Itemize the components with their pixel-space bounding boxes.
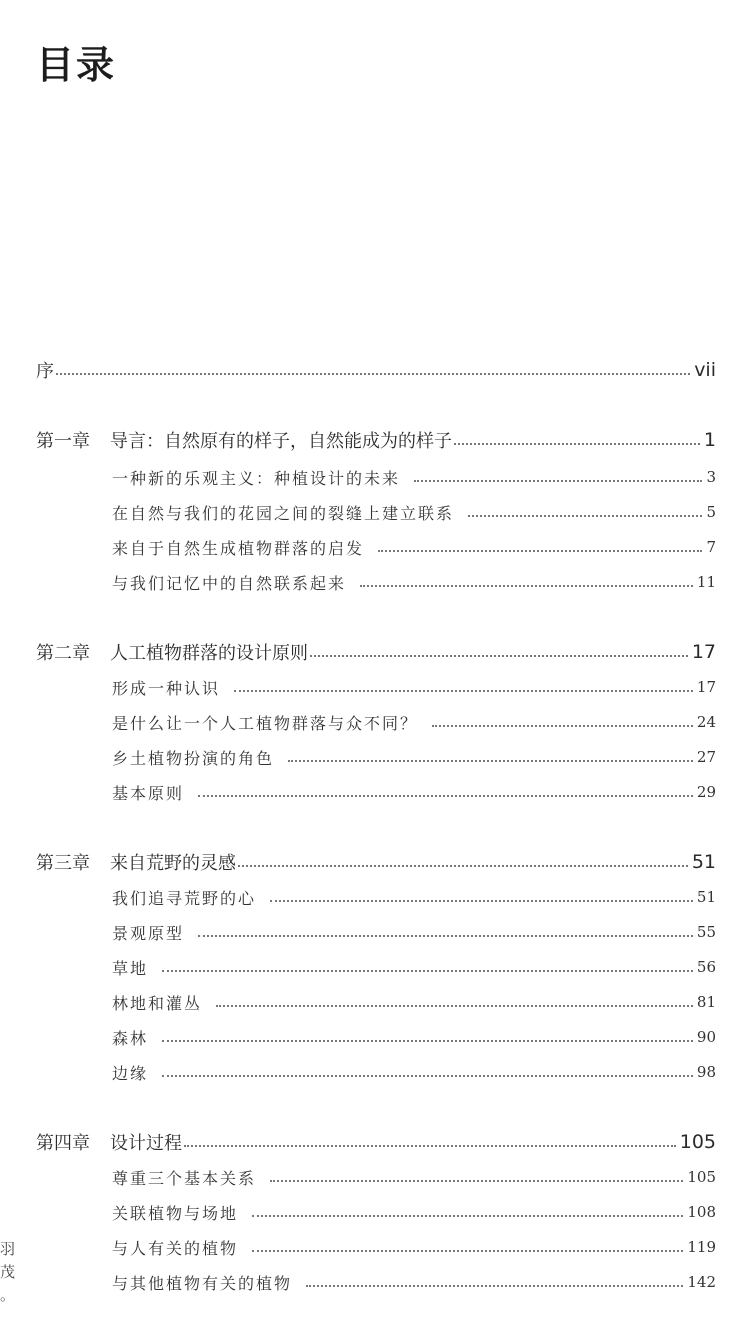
toc-section[interactable]	[0, 674, 750, 700]
dot-leader	[184, 1145, 676, 1147]
preface-label: 序	[36, 361, 54, 382]
dot-leader	[270, 1180, 683, 1182]
toc-section[interactable]	[0, 779, 750, 805]
toc-section[interactable]	[0, 884, 750, 910]
toc-section[interactable]	[0, 534, 750, 560]
dot-leader	[310, 655, 688, 657]
section-title: 乡土植物扮演的角色	[112, 748, 275, 768]
section-title: 一种新的乐观主义：种植设计的未来	[112, 468, 401, 488]
chapter-number: 第四章	[36, 1133, 90, 1154]
chapter-number: 第一章	[36, 431, 90, 452]
section-title: 边缘	[112, 1063, 149, 1083]
section-page: 51	[696, 888, 716, 906]
toc-chapter-3[interactable]	[0, 849, 750, 875]
chapter-title: 导言：自然原有的样子，自然能成为的样子	[110, 431, 452, 452]
toc-section[interactable]	[0, 1024, 750, 1050]
toc-preface[interactable]	[0, 357, 750, 383]
dot-leader	[234, 690, 693, 692]
dot-leader	[198, 795, 693, 797]
dot-leader	[468, 515, 702, 517]
dot-leader	[252, 1215, 683, 1217]
section-title: 我们追寻荒野的心	[112, 888, 257, 908]
section-title: 形成一种认识	[112, 678, 221, 698]
section-title: 关联植物与场地	[112, 1203, 239, 1223]
toc-chapter-1[interactable]	[0, 427, 750, 453]
chapter-page: 105	[679, 1131, 716, 1153]
section-page: 105	[687, 1168, 716, 1186]
toc-section[interactable]	[0, 1164, 750, 1190]
dot-leader	[378, 550, 702, 552]
dot-leader	[288, 760, 693, 762]
dot-leader	[414, 480, 702, 482]
toc-section[interactable]	[0, 954, 750, 980]
section-page: 27	[696, 748, 716, 766]
section-page: 17	[696, 678, 716, 696]
toc-chapter-4[interactable]	[0, 1129, 750, 1155]
dot-leader	[162, 1040, 693, 1042]
section-page: 7	[706, 538, 716, 556]
chapter-title: 设计过程	[110, 1133, 182, 1154]
dot-leader	[252, 1250, 683, 1252]
dot-leader	[56, 373, 690, 375]
section-page: 55	[696, 923, 716, 941]
dot-leader	[454, 443, 700, 445]
adjacent-page-fragment	[0, 1238, 22, 1307]
dot-leader	[432, 725, 693, 727]
fragment-char: 茂	[0, 1263, 16, 1281]
chapter-number: 第二章	[36, 643, 90, 664]
section-title: 草地	[112, 958, 149, 978]
toc-section[interactable]	[0, 744, 750, 770]
section-title: 与人有关的植物	[112, 1238, 239, 1258]
chapter-page: 17	[691, 641, 716, 663]
section-title: 尊重三个基本关系	[112, 1168, 257, 1188]
preface-page: vii	[694, 359, 716, 381]
dot-leader	[162, 1075, 693, 1077]
toc-section[interactable]	[0, 919, 750, 945]
toc-section[interactable]	[0, 464, 750, 490]
toc-section[interactable]	[0, 989, 750, 1015]
dot-leader	[360, 585, 693, 587]
section-page: 11	[696, 573, 716, 591]
chapter-title: 来自荒野的灵感	[110, 853, 236, 874]
section-page: 56	[696, 958, 716, 976]
section-page: 81	[696, 993, 716, 1011]
section-title: 林地和灌丛	[112, 993, 203, 1013]
section-title: 与我们记忆中的自然联系起来	[112, 573, 347, 593]
dot-leader	[198, 935, 693, 937]
section-page: 108	[687, 1203, 716, 1221]
section-title: 景观原型	[112, 923, 185, 943]
chapter-page: 1	[703, 429, 716, 451]
dot-leader	[306, 1285, 683, 1287]
toc-section[interactable]	[0, 709, 750, 735]
chapter-number: 第三章	[36, 853, 90, 874]
toc-section[interactable]	[0, 1059, 750, 1085]
toc-section[interactable]	[0, 1199, 750, 1225]
section-title: 基本原则	[112, 783, 185, 803]
section-title: 与其他植物有关的植物	[112, 1273, 293, 1293]
section-page: 142	[687, 1273, 716, 1291]
section-title: 来自于自然生成植物群落的启发	[112, 538, 365, 558]
toc-chapter-2[interactable]	[0, 639, 750, 665]
page-title: 目录	[36, 43, 117, 87]
toc-section[interactable]	[0, 499, 750, 525]
section-title: 森林	[112, 1028, 149, 1048]
fragment-char: 羽	[0, 1240, 16, 1258]
section-title: 是什么让一个人工植物群落与众不同？	[112, 713, 419, 733]
dot-leader	[162, 970, 693, 972]
dot-leader	[238, 865, 688, 867]
section-page: 119	[687, 1238, 716, 1256]
section-title: 在自然与我们的花园之间的裂缝上建立联系	[112, 503, 455, 523]
section-page: 5	[706, 503, 716, 521]
fragment-char: 。	[0, 1286, 16, 1304]
chapter-page: 51	[691, 851, 716, 873]
toc-section[interactable]	[0, 569, 750, 595]
section-page: 24	[696, 713, 716, 731]
section-page: 90	[696, 1028, 716, 1046]
toc-section[interactable]	[0, 1269, 750, 1295]
dot-leader	[216, 1005, 693, 1007]
toc-section[interactable]	[0, 1234, 750, 1260]
dot-leader	[270, 900, 693, 902]
chapter-title: 人工植物群落的设计原则	[110, 643, 308, 664]
section-page: 29	[696, 783, 716, 801]
section-page: 98	[696, 1063, 716, 1081]
section-page: 3	[706, 468, 716, 486]
